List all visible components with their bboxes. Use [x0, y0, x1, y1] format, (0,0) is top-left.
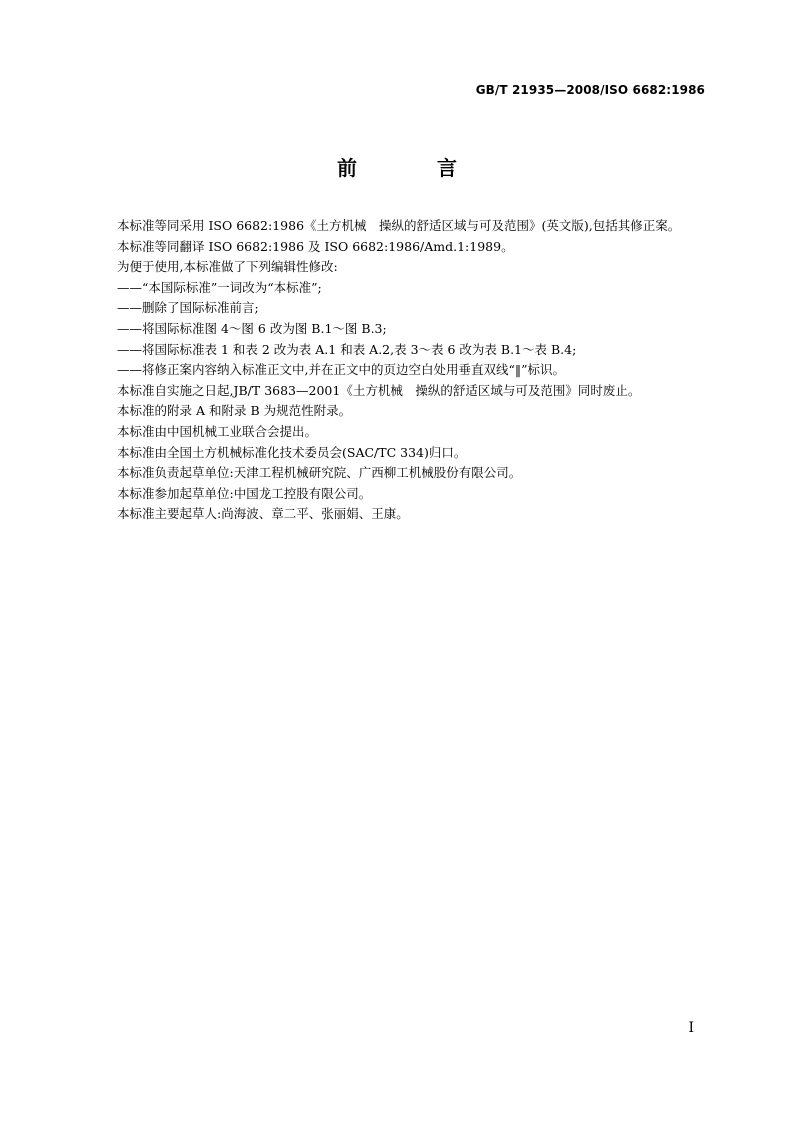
paragraph-adoption: 本标准等同采用 ISO 6682:1986《土方机械 操纵的舒适区域与可及范围》(英文版),包括其修正案。 [117, 218, 681, 233]
list-item-figures-renumbered: ——将国际标准图 4～图 6 改为图 B.1～图 B.3; [117, 320, 387, 336]
list-item-foreword-removed: ——删除了国际标准前言; [117, 300, 259, 316]
paragraph-proposed-by: 本标准由中国机械工业联合会提出。 [117, 423, 318, 439]
paragraph-responsible-drafters: 本标准负责起草单位:天津工程机械研究院、广西柳工机械股份有限公司。 [117, 465, 522, 481]
paragraph-editorial-intro: 为便于使用,本标准做了下列编辑性修改: [117, 259, 338, 275]
list-item-tables-renumbered: ——将国际标准表 1 和表 2 改为表 A.1 和表 A.2,表 3～表 6 改为表 B.1～表 B.4; [117, 341, 577, 357]
paragraph-centralized-by: 本标准由全国土方机械标准化技术委员会(SAC/TC 334)归口。 [117, 444, 467, 460]
paragraph-supersedes: 本标准自实施之日起,JB/T 3683—2001《土方机械 操纵的舒适区域与可及范围》同时废止。 [117, 382, 641, 398]
paragraph-participating-drafters: 本标准参加起草单位:中国龙工控股有限公司。 [117, 485, 372, 501]
paragraph-annexes: 本标准的附录 A 和附录 B 为规范性附录。 [117, 403, 352, 419]
foreword-body [89, 216, 707, 525]
standard-code: GB/T 21935—2008/ISO 6682:1986 [475, 83, 705, 97]
paragraph-translation: 本标准等同翻译 ISO 6682:1986 及 ISO 6682:1986/Amd.1:1989。 [117, 238, 514, 254]
page-number: I [688, 1020, 694, 1036]
list-item-amendment-included: ——将修正案内容纳入标准正文中,并在正文中的页边空白处用垂直双线“‖”标识。 [117, 362, 566, 378]
page-title: 前 言 [337, 156, 487, 180]
list-item-term-change: ——“本国际标准”一词改为“本标准”; [117, 279, 322, 295]
paragraph-main-drafters: 本标准主要起草人:尚海波、章二平、张丽娟、王康。 [117, 506, 409, 522]
